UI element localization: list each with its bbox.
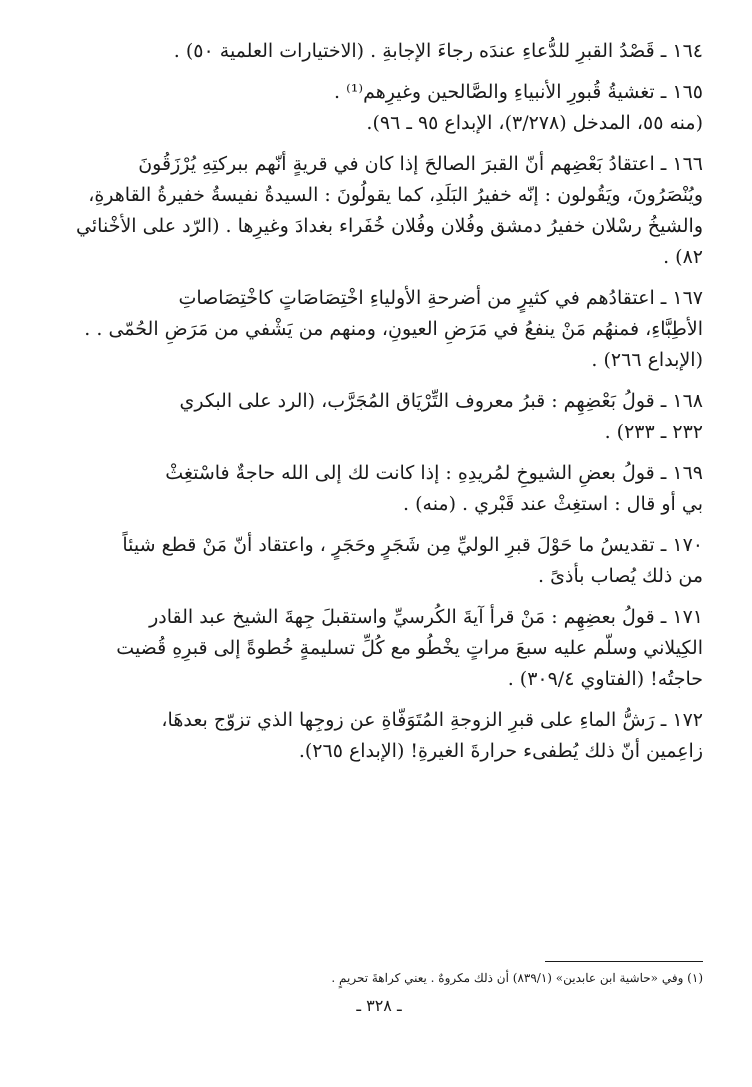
entry-166 bbox=[55, 149, 703, 273]
entry-165 bbox=[55, 77, 703, 139]
entry-line: زاعِمين أنّ ذلك يُطفىء حرارةَ الغيرةِ! (الإبداع ٢٦٥). bbox=[298, 740, 703, 762]
entry-169 bbox=[55, 458, 703, 520]
entry-line: الكِيلاني وسلّم عليه سبعَ مراتٍ يخْطُو مع كُلِّ تسليمةٍ خُطوةً إلى قبرِهِ قُضيت bbox=[116, 637, 703, 659]
entry-line: والشيخُ رسْلان خفيرُ دمشق وفُلان وفُلان خُفَراء بغدادَ وغيرِها . (الرّد على الأخْنائي bbox=[76, 215, 703, 237]
page-number: ـ ٣٢٨ ـ bbox=[356, 996, 402, 1015]
entry-line: ١٦٧ ـ اعتقادُهم في كثيرٍ من أضرحةِ الأولياءِ اخْتِصَاصَاتٍ كاخْتِصَاصاتِ bbox=[178, 287, 703, 309]
footnote: (١) وفي «حاشية ابن عابدين» (٨٣٩/١) أن ذلك مكروهٌ . يعني كراهةَ تحريمٍ . bbox=[331, 971, 703, 985]
entry-line: الأطِبَّاءِ، فمنهُم مَنْ ينفعُ في مَرَضِ العيونِ، ومنهم من يَشْفي من مَرَضِ الحُمّى . . bbox=[84, 318, 703, 340]
entry-168 bbox=[55, 386, 703, 448]
entry-line: ١٧١ ـ قولُ بعضِهِم : مَنْ قرأ آيةَ الكُرسيِّ واستقبلَ جِهةَ الشيخ عبد القادر bbox=[149, 606, 703, 628]
entry-line: ١٦٥ ـ تغشيةُ قُبورِ الأنبياءِ والصَّالحين وغيرِهم⁽¹⁾ . bbox=[334, 81, 703, 103]
entry-164 bbox=[55, 36, 703, 67]
entry-170 bbox=[55, 530, 703, 592]
entry-line: (منه ٥٥، المدخل (٣/٢٧٨)، الإبداع ٩٥ ـ ٩٦). bbox=[366, 112, 703, 134]
entry-171 bbox=[55, 602, 703, 695]
entry-line: ٢٣٢ ـ ٢٣٣) . bbox=[604, 421, 703, 443]
footnote-divider bbox=[545, 961, 703, 962]
entry-line: ١٧٢ ـ رَشُّ الماءِ على قبرِ الزوجةِ المُتَوَفّاةِ عن زوجِها الذي تزوّج بعدهَا، bbox=[161, 709, 703, 731]
entry-line: ١٦٩ ـ قولُ بعضِ الشيوخِ لمُريدِهِ : إذا كانت لك إلى الله حاجةٌ فاسْتغِثْ bbox=[165, 462, 703, 484]
entry-line: ١٦٤ ـ قَصْدُ القبرِ للدُّعاءِ عندَه رجاءَ الإجابةِ . (الاختيارات العلمية ٥٠) . bbox=[173, 40, 703, 62]
entry-line: (الإبداع ٢٦٦) . bbox=[591, 349, 703, 371]
entry-line: حاجتُه! (الفتاوي ٣٠٩/٤) . bbox=[507, 668, 703, 690]
entry-167 bbox=[55, 283, 703, 376]
entry-line: ٨٢) . bbox=[663, 246, 703, 268]
entry-172 bbox=[55, 705, 703, 767]
entry-line: ١٧٠ ـ تقديسُ ما حَوْلَ قبرِ الوليِّ مِن شَجَرٍ وحَجَرٍ ، واعتقاد أنّ مَنْ قطع شيئاً bbox=[122, 534, 703, 556]
page-body bbox=[55, 36, 703, 1056]
entry-line: ويُنْصَرُونَ، ويَقُولون : إنّه خفيرُ البَلَدِ، كما يقولُونَ : السيدةُ نفيسةُ خفيرةُ القاهرةِ، bbox=[88, 184, 703, 206]
entry-line: ١٦٦ ـ اعتقادُ بَعْضِهم أنّ القبرَ الصالحَ إذا كان في قريةٍ أنّهم ببركتِهِ يُرْزَقُونَ bbox=[138, 153, 703, 175]
entry-line: بي أو قال : استغِثْ عند قَبْري . (منه) . bbox=[403, 493, 703, 515]
entry-line: من ذلك يُصاب بأذىً . bbox=[538, 565, 703, 587]
entry-line: ١٦٨ ـ قولُ بَعْضِهِم : قبرُ معروف التِّرْيَاق المُجَرَّب، (الرد على البكري bbox=[179, 390, 703, 412]
